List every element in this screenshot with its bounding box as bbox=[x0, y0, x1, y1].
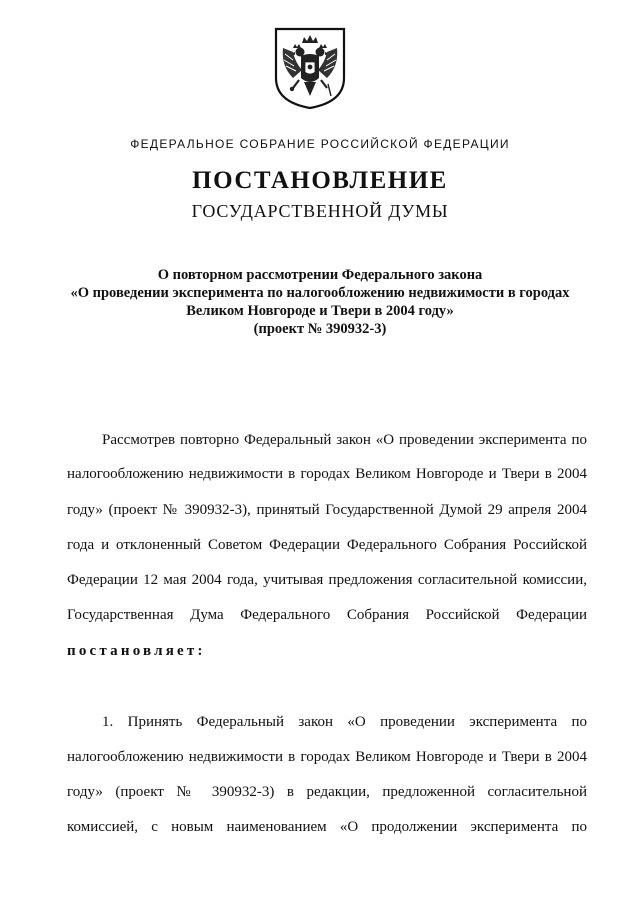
point-1-line: налогообложению недвижимости в городах Великом Новгороде и Твери в 2004 bbox=[67, 749, 587, 765]
point-1-line: году» (проект № 390932-3) в редакции, предложенной согласительной bbox=[67, 784, 587, 800]
subject-line: Великом Новгороде и Твери в 2004 году» bbox=[186, 303, 454, 319]
point-1-line: 1. Принять Федеральный закон «О проведении эксперимента по bbox=[102, 714, 587, 730]
document-issuer: ГОСУДАРСТВЕННОЙ ДУМЫ bbox=[191, 201, 449, 221]
preamble-line: Рассмотрев повторно Федеральный закон «О проведении эксперимента по bbox=[102, 432, 587, 448]
preamble-line: году» (проект № 390932-3), принятый Государственной Думой 29 апреля 2004 bbox=[67, 502, 587, 518]
subject-line: О повторном рассмотрении Федерального закона bbox=[157, 267, 483, 283]
decree-word: постановляет: bbox=[67, 643, 206, 659]
document-type-title: ПОСТАНОВЛЕНИЕ bbox=[192, 167, 448, 194]
preamble-line: Федерации 12 мая 2004 года, учитывая предложения согласительной комиссии, bbox=[67, 572, 587, 588]
subject-line: «О проведении эксперимента по налогообложению недвижимости в городах bbox=[70, 285, 570, 301]
preamble-line: года и отклоненный Советом Федерации Федерального Собрания Российской bbox=[67, 537, 587, 553]
subject-line: (проект № 390932-3) bbox=[253, 321, 387, 337]
assembly-title: ФЕДЕРАЛЬНОЕ СОБРАНИЕ РОССИЙСКОЙ ФЕДЕРАЦИИ bbox=[130, 137, 510, 151]
russian-coat-of-arms-icon bbox=[273, 26, 347, 110]
point-1-line: комиссией, с новым наименованием «О продолжении эксперимента по bbox=[67, 819, 587, 835]
preamble-line: налогообложению недвижимости в городах Великом Новгороде и Твери в 2004 bbox=[67, 466, 587, 482]
document-subject bbox=[50, 266, 590, 338]
preamble-line: Государственная Дума Федерального Собрания Российской Федерации bbox=[67, 607, 587, 623]
